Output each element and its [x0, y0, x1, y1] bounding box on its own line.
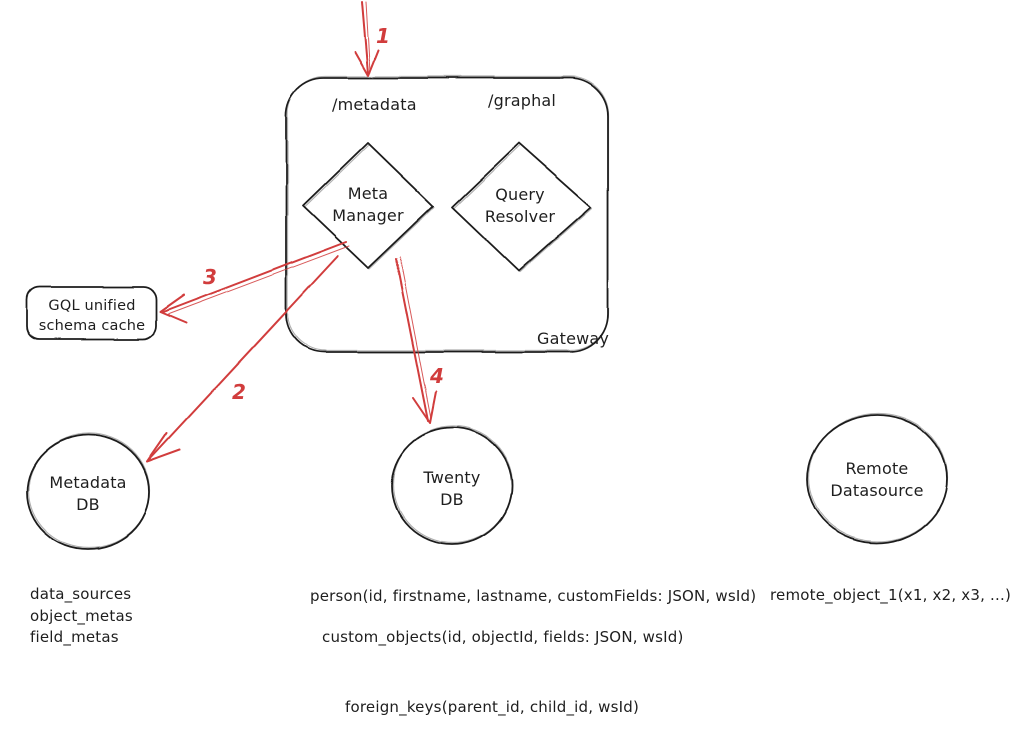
metadata-db-table-field-metas: field_metas — [30, 628, 119, 646]
arrow-1-number: 1 — [376, 24, 391, 48]
metadata-db-label-line1: Metadata — [49, 473, 127, 492]
remote-datasource-label-line1: Remote — [845, 459, 909, 478]
route-metadata-label: /metadata — [332, 95, 417, 114]
arrow-4-number: 4 — [430, 364, 445, 388]
twenty-db-table-person: person(id, firstname, lastname, customFields: JSON, wsId) — [310, 587, 757, 605]
arrow-3-number: 3 — [203, 265, 218, 289]
metadata-db-table-object-metas: object_metas — [30, 607, 133, 625]
query-resolver-label-line2: Resolver — [484, 207, 556, 226]
meta-manager-label-line1: Meta — [347, 184, 389, 203]
gateway-label: Gateway — [537, 329, 610, 348]
schema-cache-label-line1: GQL unified — [48, 298, 136, 314]
metadata-db-label-line2: DB — [76, 495, 100, 514]
metadata-db-table-data-sources: data_sources — [30, 585, 132, 603]
remote-datasource-label-line2: Datasource — [830, 481, 924, 500]
query-resolver-label-line1: Query — [495, 185, 545, 204]
twenty-db-label-line2: DB — [440, 490, 464, 509]
twenty-db-table-foreign-keys: foreign_keys(parent_id, child_id, wsId) — [345, 698, 640, 716]
twenty-db-label-line1: Twenty — [423, 468, 481, 487]
remote-datasource-table-remote-object: remote_object_1(x1, x2, x3, ...) — [770, 586, 1012, 604]
route-graphql-label: /graphal — [488, 91, 557, 110]
twenty-db-table-custom-objects: custom_objects(id, objectId, fields: JSON, wsId) — [322, 628, 684, 646]
meta-manager-label-line2: Manager — [332, 206, 404, 225]
arrow-2-number: 2 — [232, 380, 247, 404]
schema-cache-label-line2: schema cache — [38, 318, 146, 334]
